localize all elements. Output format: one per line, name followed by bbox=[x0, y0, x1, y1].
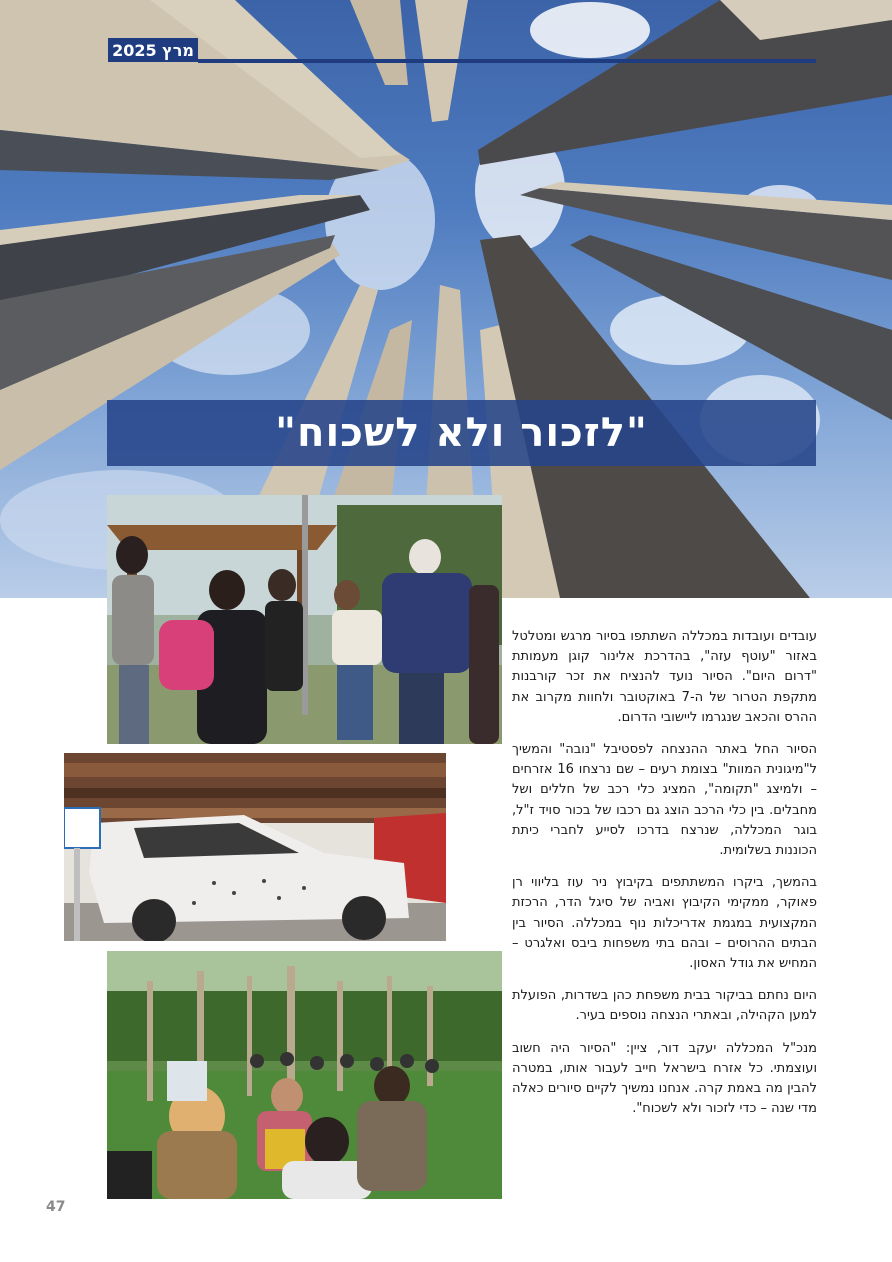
article-paragraph-4: היום נחתם בביקור בבית משפחת כהן בשדרות, הפועלת למען הקהילה, ובאתרי הנצחה נוספים בעיר. bbox=[512, 988, 817, 1024]
article-body bbox=[512, 627, 817, 1131]
photo-burned-car bbox=[64, 753, 446, 941]
page-number: 47 bbox=[46, 1199, 66, 1215]
article-paragraph-3: בהמשך, ביקרו המשתתפים בקיבוץ ניר עוז בליווי רן פאוקר, ממקימי הקיבוץ ואביה של סיגל הדר, הרכזת המקצועית במגמת אדריכלות נוף במכללה. הסיור בין הבתים ההרוסים – ובהם בתי משפחות ביבס ואלגרט – המחיש את גודל האסון. bbox=[512, 875, 817, 972]
title-band bbox=[107, 400, 816, 466]
header-rule bbox=[198, 59, 816, 63]
article-title: "לזכור ולא לשכוח" bbox=[275, 410, 648, 456]
article-paragraph-1: עובדים ועובדות במכללה השתתפו בסיור מרגש ומטלטל באזור "עוטף עזה", בהדרכת אלינור קוגן מעמותת "דרום היום". הסיור נועד להנציח את זכר קורבנות מתקפת הטרור של ה-7 באוקטובר ולחוות מקרוב את ההרס והכאב שנגרמו ליישובי הדרום. bbox=[512, 629, 817, 725]
photo-group-tour bbox=[107, 495, 502, 744]
photo-group-under-tree bbox=[107, 951, 502, 1199]
article-paragraph-5: מנכ"ל המכללה יעקב דור, ציין: "הסיור היה חשוב ועוצמתי. כל אזרח בישראל חייב לעבור אותו, במטרה להבין מה באמת קרה. אנחנו נמשיך לקיים סיורים כאלה מדי שנה – כדי לזכור ולא לשכוח". bbox=[512, 1040, 817, 1117]
article-paragraph-2: הסיור החל באתר ההנצחה לפסטיבל "נובה" והמשיך ל"מיגונית המוות" בצומת רעים – שם נרצחו 16 אזרחים – ולמיצג "תקומה", המציג כלי רכב של חללים ושל מחבלים. בין כלי הרכב הוצג גם רכבו של בכור סויד ז"ל, בוגר המכללה, שנרצח בדרכו לסייע לחברי כיתת הכוננות בשלומית. bbox=[512, 742, 817, 859]
issue-date-badge: מרץ 2025 bbox=[108, 38, 198, 62]
